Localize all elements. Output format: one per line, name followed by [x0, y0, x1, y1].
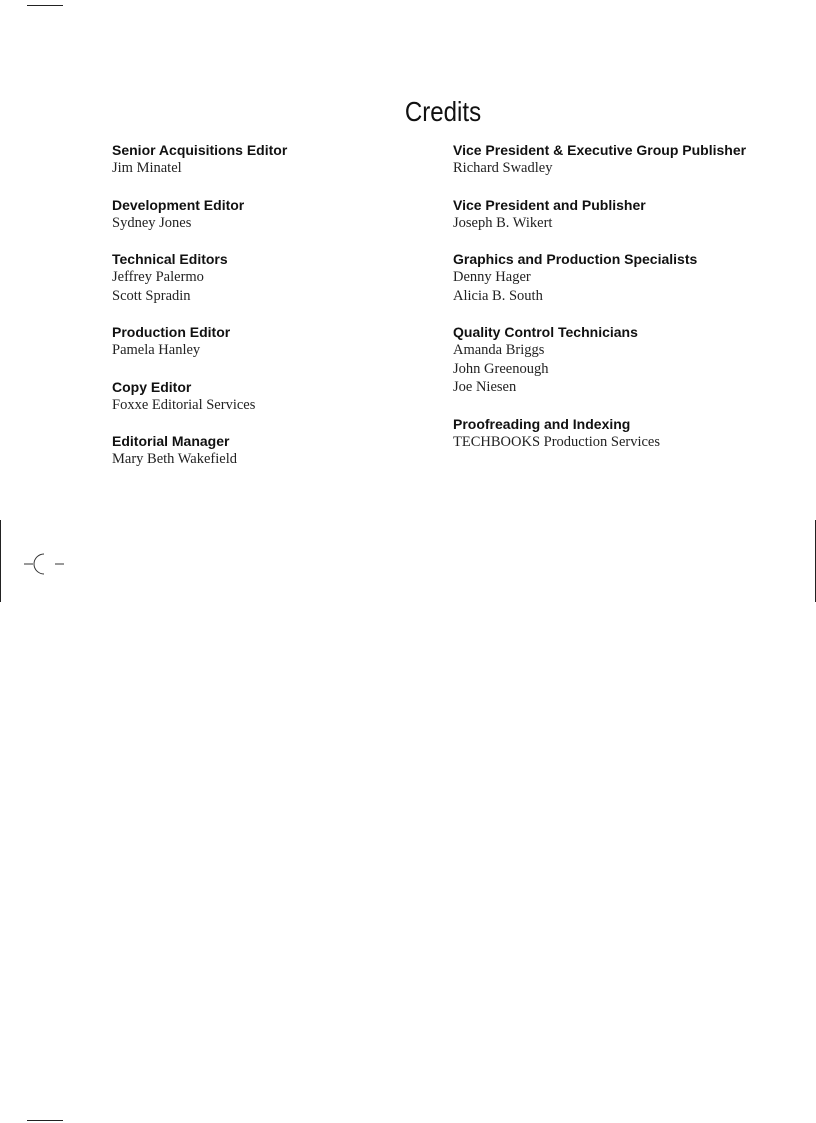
credit-role: Proofreading and Indexing [453, 415, 631, 432]
credit-role: Development Editor [112, 196, 245, 213]
credit-entry [112, 141, 432, 178]
credit-name: Sydney Jones [112, 214, 192, 231]
credit-name: Denny Hager [453, 269, 531, 285]
page-title: Credits [404, 96, 482, 127]
credit-role: Editorial Manager [112, 433, 230, 449]
credits-right-column [453, 141, 793, 469]
credit-entry [453, 323, 793, 397]
credits-left-column [112, 141, 432, 487]
registration-mark-icon [24, 552, 66, 576]
credit-name: Richard Swadley [453, 160, 553, 176]
credit-name: Jeffrey Palermo [112, 269, 204, 285]
credit-role: Copy Editor [112, 378, 192, 395]
credit-entry [112, 250, 432, 305]
credit-name: Joseph B. Wikert [453, 214, 553, 231]
credit-entry [453, 250, 793, 305]
credit-name: Alicia B. South [453, 287, 543, 304]
credit-entry [112, 378, 432, 415]
credit-role: Technical Editors [112, 251, 228, 267]
credit-entry [453, 141, 793, 178]
credit-name: John Greenough [453, 360, 549, 377]
crop-mark-left-edge [0, 520, 1, 602]
credit-name: Jim Minatel [112, 160, 182, 176]
credit-role: Vice President & Executive Group Publisher [453, 142, 747, 158]
credit-entry [453, 196, 793, 233]
credit-entry [453, 415, 793, 452]
credit-entry [112, 196, 432, 233]
credit-name: Joe Niesen [453, 379, 517, 395]
credit-entry [112, 323, 432, 360]
credit-role: Quality Control Technicians [453, 324, 638, 340]
credit-name: Amanda Briggs [453, 342, 545, 358]
credit-role: Graphics and Production Specialists [453, 251, 698, 267]
credit-name: Mary Beth Wakefield [112, 451, 237, 467]
credit-name: Scott Spradin [112, 287, 191, 304]
credit-name: Foxxe Editorial Services [112, 396, 256, 413]
credit-role: Senior Acquisitions Editor [112, 142, 288, 158]
crop-mark-bottom-left [27, 1120, 63, 1121]
credit-name: Pamela Hanley [112, 342, 201, 358]
credit-role: Production Editor [112, 324, 231, 340]
credit-entry [112, 432, 432, 469]
credit-name: TECHBOOKS Production Services [453, 433, 661, 450]
credit-role: Vice President and Publisher [453, 196, 646, 213]
crop-mark-top-left [27, 5, 63, 6]
